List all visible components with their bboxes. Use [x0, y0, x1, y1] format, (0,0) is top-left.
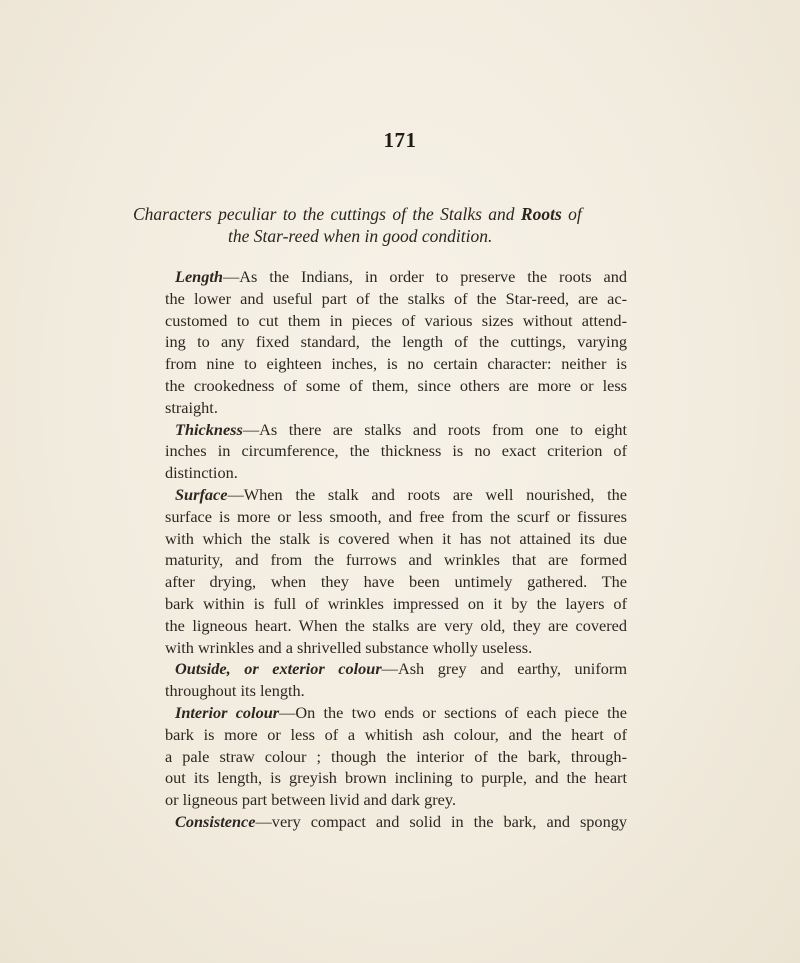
line-text: —When the stalk and roots are well nourished, the [227, 484, 627, 504]
text-line: ing to any fixed standard, the length of the cuttings, varying [165, 332, 627, 352]
heading-line-2: the Star-reed when in good condition. [228, 226, 493, 246]
text-line: straight. [165, 397, 218, 417]
heading-text-c: of [561, 204, 582, 224]
text-line [165, 702, 627, 724]
heading-text-roots: Roots [520, 204, 562, 224]
page-number: 171 [383, 128, 417, 152]
text-line: maturity, and from the furrows and wrinkles that are formed [165, 550, 627, 570]
line-text: —very compact and solid in the bark, and spongy [255, 811, 627, 831]
text-line: with wrinkles and a shrivelled substance wholly useless. [165, 637, 533, 657]
text-line [165, 266, 627, 288]
body-text [165, 266, 627, 833]
heading-text-a: Characters peculiar to the cuttings of the Stalks and [133, 204, 521, 224]
text-line: after drying, when they have been untimely gathered. The [165, 572, 627, 592]
line-text: —As the Indians, in order to preserve the roots and [222, 267, 627, 286]
text-line [165, 419, 627, 441]
line-text: —Ash grey and earthy, uniform [381, 659, 627, 679]
text-line: the ligneous heart. When the stalks are very old, they are covered [165, 615, 627, 635]
text-line: out its length, is greyish brown inclining to purple, and the heart [165, 768, 627, 788]
term-thickness: Thickness [175, 419, 243, 439]
heading-line-1 [133, 203, 653, 225]
text-line: the crookedness of some of them, since others are more or less [165, 375, 627, 395]
text-line [165, 811, 627, 833]
text-line: from nine to eighteen inches, is no certain character: neither is [165, 354, 627, 374]
line-text: —As there are stalks and roots from one to eight [242, 419, 627, 439]
text-line [165, 484, 627, 506]
term-surface: Surface [175, 484, 228, 504]
line-text: —On the two ends or sections of each piece the [279, 702, 627, 722]
text-line: bark within is full of wrinkles impressed on it by the layers of [165, 593, 627, 613]
text-line: or ligneous part between livid and dark grey. [165, 790, 457, 810]
term-length: Length [175, 267, 223, 286]
section-heading [133, 203, 653, 247]
text-line: distinction. [165, 463, 238, 483]
term-outside: Outside, or exterior colour [175, 659, 382, 679]
text-line: bark is more or less of a whitish ash colour, and the heart of [165, 724, 627, 744]
text-line: a pale straw colour ; though the interior of the bark, through- [165, 746, 627, 766]
text-line: surface is more or less smooth, and free from the scurf or fissures [165, 506, 627, 526]
text-line: customed to cut them in pieces of various sizes without attend- [165, 310, 627, 330]
term-interior: Interior colour [175, 702, 280, 722]
text-line: the lower and useful part of the stalks of the Star-reed, are ac- [165, 288, 627, 308]
term-consistence: Consistence [175, 811, 256, 831]
text-line: throughout its length. [165, 681, 305, 701]
text-line [165, 658, 627, 680]
text-line: inches in circumference, the thickness is no exact criterion of [165, 441, 627, 461]
text-line: with which the stalk is covered when it has not attained its due [165, 528, 627, 548]
